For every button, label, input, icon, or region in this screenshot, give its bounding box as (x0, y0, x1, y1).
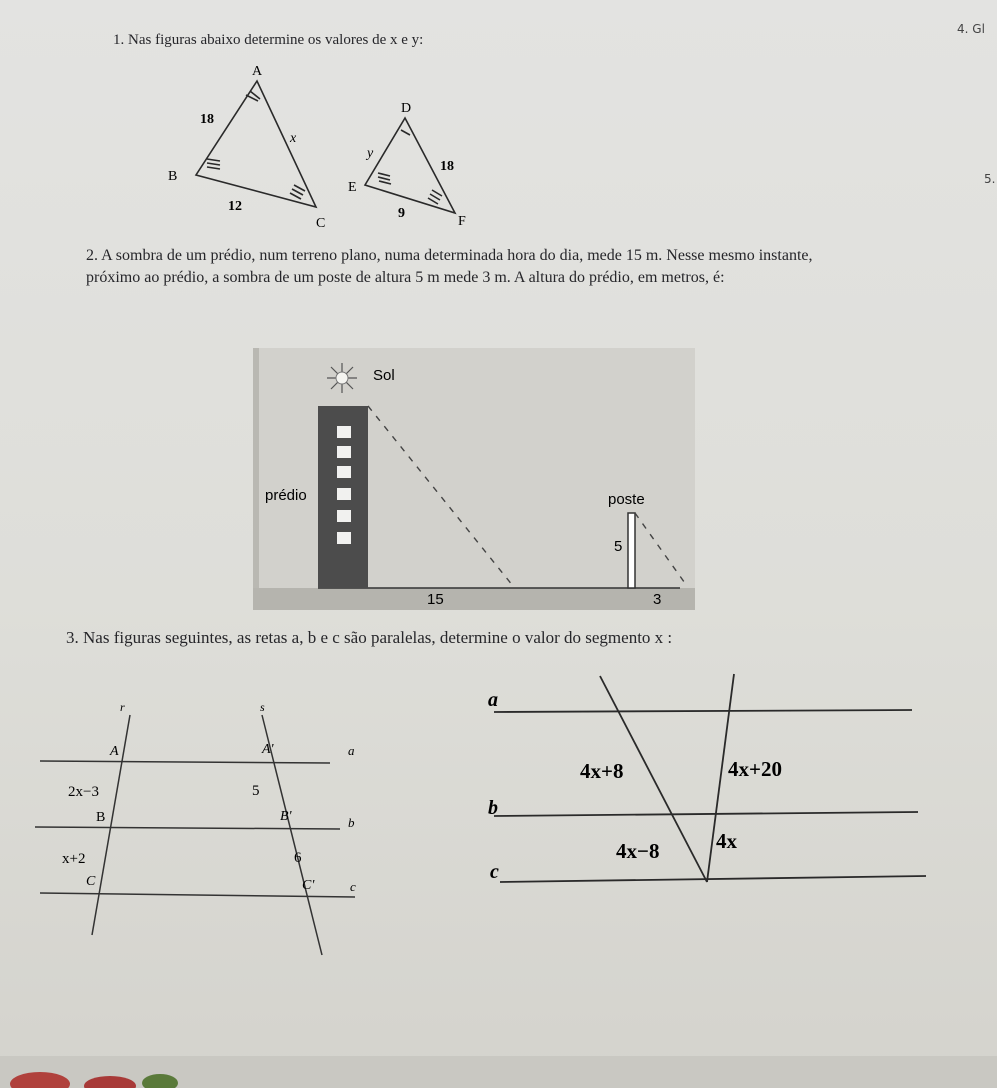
line-a-label: a (348, 743, 355, 758)
vertex-a-label: A (252, 64, 263, 79)
pole-shadow-label: 3 (653, 591, 662, 608)
segment-bc-label: x+2 (62, 851, 86, 867)
pole (628, 513, 635, 588)
segment-left-top-label: 4x+8 (580, 759, 624, 783)
line-b-label: b (348, 815, 355, 830)
side-ac-label: x (290, 131, 297, 146)
line-c-label: c (350, 879, 356, 894)
vertex-c-label: C (316, 216, 326, 231)
transversal-r-label: r (120, 700, 125, 714)
pole-height-label: 5 (614, 538, 623, 555)
parallel-lines (35, 761, 355, 897)
line-a-label: a (488, 689, 498, 711)
triangle-abc (196, 81, 316, 207)
pole-label: poste (608, 491, 645, 508)
side-ef-label: 9 (398, 206, 405, 221)
building-shadow-label: 15 (427, 591, 444, 608)
line-b-label: b (488, 797, 498, 819)
question-1-text: 1. Nas figuras abaixo determine os valores de x e y: (113, 32, 424, 48)
q3-right-figure (470, 668, 930, 890)
q2-shadow-figure (240, 348, 695, 610)
side-ab-label: 18 (200, 112, 214, 127)
vertex-b-label: B (168, 169, 178, 184)
point-b-prime-label: B' (280, 809, 292, 824)
transversal-s-label: s (260, 700, 265, 714)
segment-a-b-prime-label: 5 (252, 783, 260, 799)
q1-triangles-figure (160, 55, 500, 240)
question-2-text: 2. A sombra de um prédio, num terreno plano, numa determinada hora do dia, mede 15 m. Nesse mesmo instante, próximo ao prédio, a sombra de um poste de altura 5 m mede 3 m. A altura do prédio, em metros, é: (86, 247, 813, 286)
side-bc-label: 12 (228, 199, 242, 214)
question-5-number-cropped: 5. (984, 172, 996, 186)
line-c-label: c (490, 861, 499, 883)
segment-right-bottom-label: 4x (716, 829, 737, 853)
q3-left-figure (30, 695, 380, 965)
background-below-paper (0, 1050, 997, 1088)
point-c-label: C (86, 874, 96, 889)
side-df-label: 18 (440, 159, 454, 174)
segment-left-bottom-label: 4x−8 (616, 839, 660, 863)
transversals (92, 715, 322, 955)
segment-ab-label: 2x−3 (68, 784, 99, 800)
point-a-prime-label: A' (262, 742, 274, 757)
point-b-label: B (96, 810, 106, 825)
segment-b-c-prime-label: 6 (294, 850, 302, 866)
side-de-label: y (367, 146, 374, 161)
question-4-number-cropped: 4. Gl (957, 22, 985, 36)
point-c-prime-label: C' (302, 878, 315, 893)
vertex-d-label: D (401, 101, 412, 116)
building-label: prédio (265, 487, 307, 504)
segment-right-top-label: 4x+20 (728, 757, 782, 781)
sun-label: Sol (373, 367, 395, 384)
vertex-e-label: E (348, 180, 357, 195)
ground (253, 588, 695, 610)
vertex-f-label: F (458, 214, 466, 229)
point-a-label: A (110, 744, 119, 759)
question-3-text: 3. Nas figuras seguintes, as retas a, b e c são paralelas, determine o valor do segmento x : (66, 628, 673, 647)
